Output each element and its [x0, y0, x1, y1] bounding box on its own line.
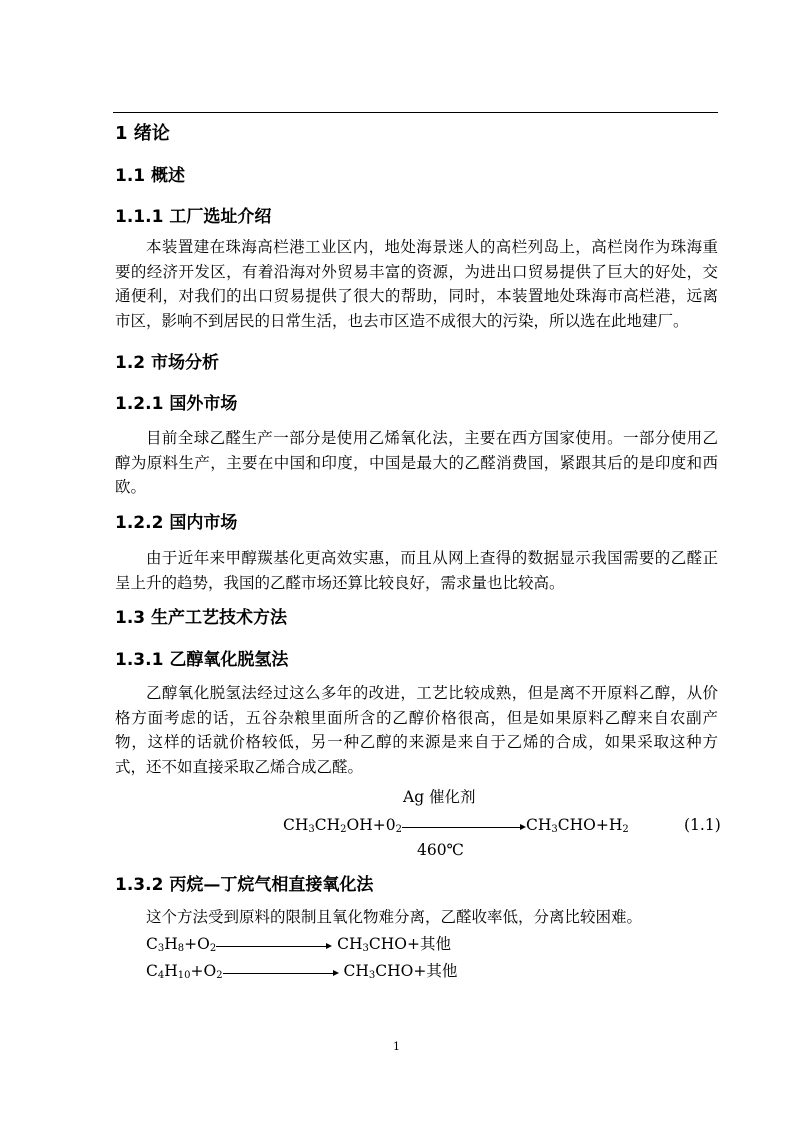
reaction-butane: $C_4H_{10}+O_2$ $CH_3CHO+$其他: [146, 962, 458, 981]
heading-1-3: 1.3 生产工艺技术方法: [115, 608, 288, 628]
reaction-propane: $C_3H_8+O_2$ $CH_3CHO+$其他: [146, 935, 452, 954]
paragraph-propane-butane: 这个方法受到原料的限制且氧化物难分离，乙醛收率低，分离比较困难。: [146, 908, 643, 926]
paragraph-domestic-market: 由于近年来甲醇羰基化更高效实惠，而且从网上查得的数据显示我国需要的乙醛正呈上升的趋势，我国的乙醛市场还算比较良好，需求量也比较高。: [115, 549, 718, 592]
equation-1-1: $CH_3CH_2OH+0_2$ $CH_3CHO+H_2$: [283, 816, 629, 835]
reaction-propane-other: 其他: [420, 935, 452, 953]
paragraph-foreign-market: 目前全球乙醛生产一部分是使用乙烯氧化法，主要在西方国家使用。一部分使用乙醇为原料生产，主要在中国和印度，中国是最大的乙醛消费国，紧跟其后的是印度和西欧。: [115, 429, 718, 496]
heading-1-2: 1.2 市场分析: [115, 353, 220, 373]
paragraph-site-selection: 本装置建在珠海高栏港工业区内，地处海景迷人的高栏列岛上，高栏岗作为珠海重要的经济开发区，有着沿海对外贸易丰富的资源，为进出口贸易提供了巨大的好处，交通便利，对我们的出口贸易提供了很大的帮助，同时，本装置地处珠海市高栏港，远离市区，影响不到居民的日常生活，也去市区造不成很大的污染，所以选在此地建厂。: [115, 238, 718, 330]
heading-1-3-1: 1.3.1 乙醇氧化脱氢法: [115, 650, 289, 670]
reaction-butane-other: 其他: [426, 962, 458, 980]
equation-number: (1.1): [684, 816, 721, 834]
heading-1: 1 绪论: [115, 123, 170, 144]
page-number: 1: [393, 1040, 400, 1053]
header-rule: [113, 112, 718, 113]
paragraph-ethanol-oxidation: 乙醇氧化脱氢法经过这么多年的改进，工艺比较成熟，但是离不开原料乙醇，从价格方面考虑的话，五谷杂粮里面所含的乙醇价格很高，但是如果原料乙醇来自农副产物，这样的话就价格较低，另一种乙醇的来源是来自于乙烯的合成，如果采取这种方式，还不如直接采取乙烯合成乙醛。: [115, 684, 718, 776]
heading-1-1-1: 1.1.1 工厂选址介绍: [115, 207, 272, 227]
heading-1-2-1: 1.2.1 国外市场: [115, 394, 238, 414]
heading-1-3-2: 1.3.2 丙烷—丁烷气相直接氧化法: [115, 875, 374, 895]
equation-catalyst-label: Ag 催化剂: [403, 788, 476, 806]
heading-1-2-2: 1.2.2 国内市场: [115, 513, 238, 533]
heading-1-1: 1.1 概述: [115, 166, 186, 186]
equation-temperature-label: 460℃: [417, 841, 464, 859]
